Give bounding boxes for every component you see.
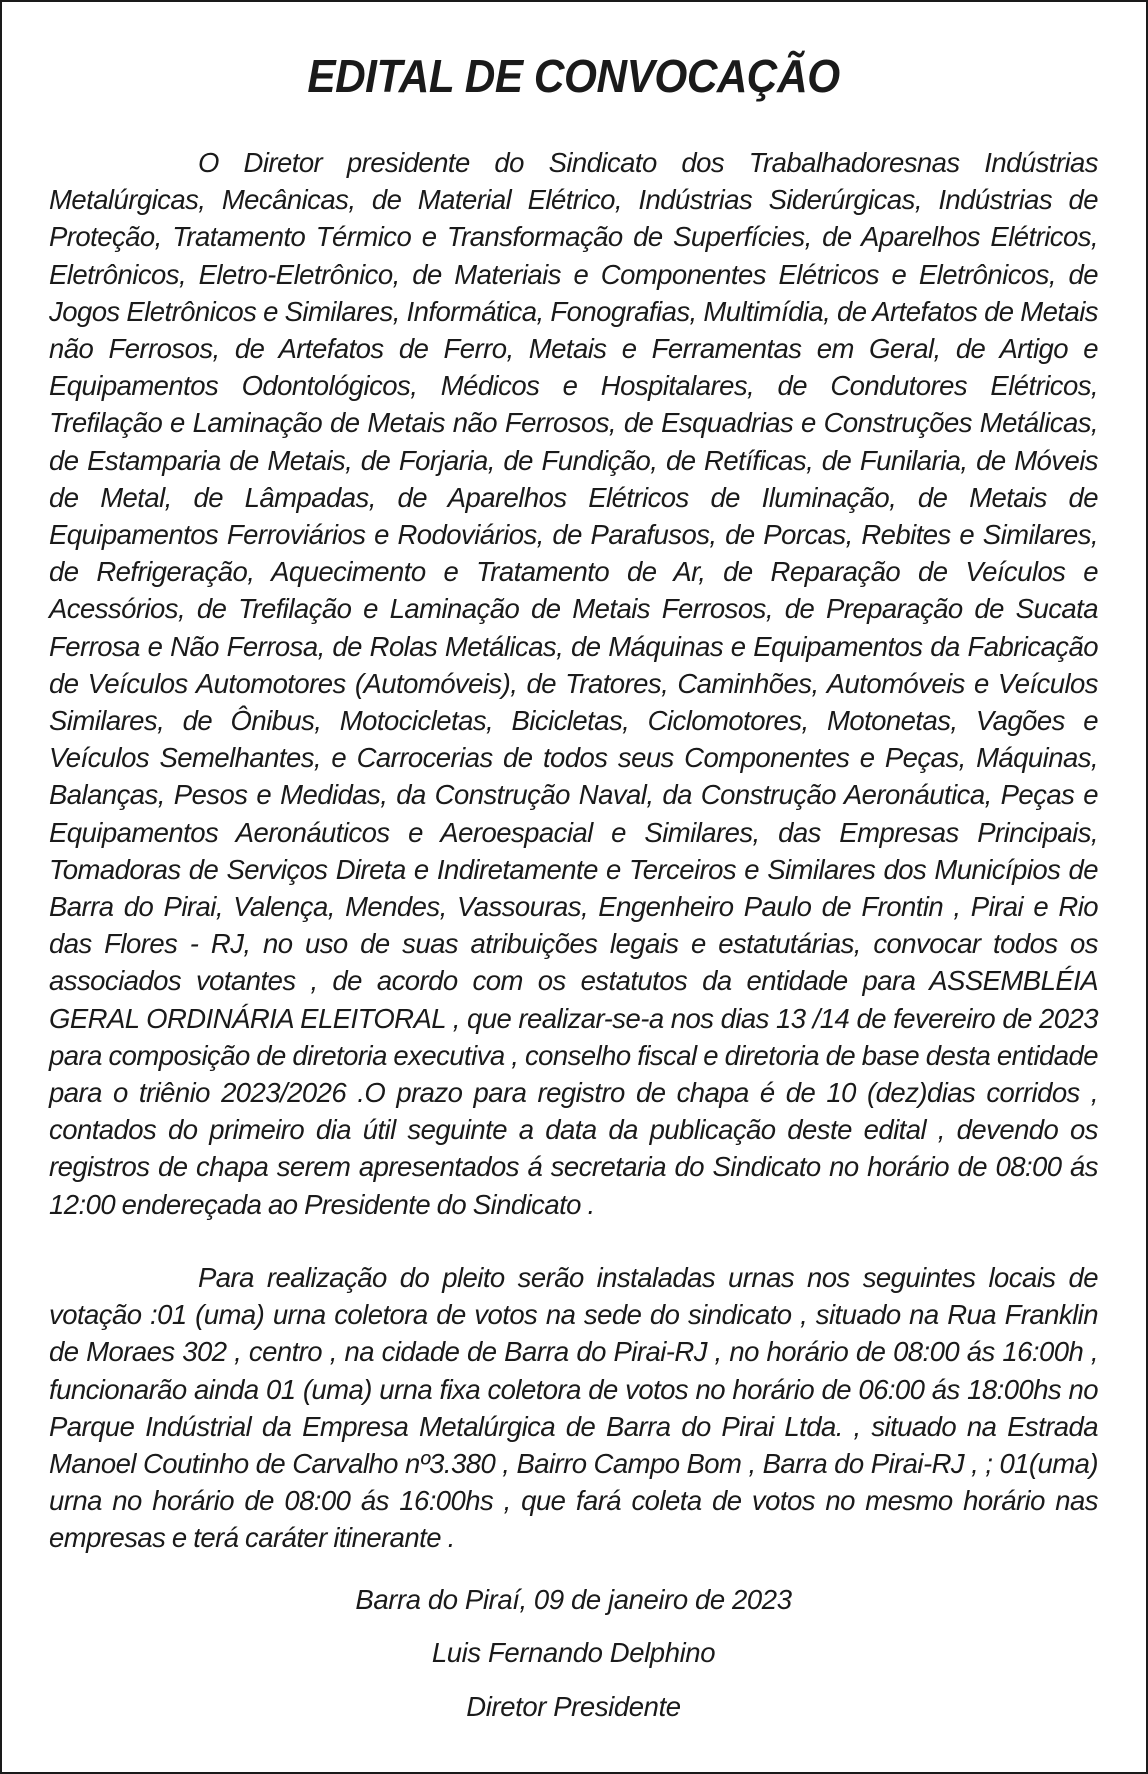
signer-title: Diretor Presidente bbox=[466, 1690, 681, 1722]
place-date: Barra do Piraí, 09 de janeiro de 2023 bbox=[355, 1583, 792, 1615]
notice-title: EDITAL DE CONVOCAÇÃO bbox=[307, 50, 840, 102]
notice-paragraph-convocation: O Diretor presidente do Sindicato dos Trabalhadoresnas Indústrias Metalúrgicas, Mecânicas, de Material Elétrico, Indústrias Siderúrgicas, Indústrias de Proteção, Tratamento Térmico e Transformação de Superfícies, de Aparelhos Elétricos, Eletrônicos, Eletro-Eletrônico, de Materiais e Componentes Elétricos e Eletrônicos, de Jogos Eletrônicos e Similares, Informática, Fonografias, Multimídia, de Artefatos de Metais não Ferrosos, de Artefatos de Ferro, Metais e Ferramentas em Geral, de Artigo e Equipamentos Odontológicos, Médicos e Hospitalares, de Condutores Elétricos, Trefilação e Laminação de Metais não Ferrosos, de Esquadrias e Construções Metálicas, de Estamparia de Metais, de Forjaria, de Fundição, de Retíficas, de Funilaria, de Móveis de Metal, de Lâmpadas, de Aparelhos Elétricos de Iluminação, de Metais de Equipamentos Ferroviários e Rodoviários, de Parafusos, de Porcas, Rebites e Similares, de Refrigeração, Aquecimento e Tratamento de Ar, de Reparação de Veículos e Acessórios, de Trefilação e Laminação de Metais Ferrosos, de Preparação de Sucata Ferrosa e Não Ferrosa, de Rolas Metálicas, de Máquinas e Equipamentos da Fabricação de Veículos Automotores (Automóveis), de Tratores, Caminhões, Automóveis e Veículos Similares, de Ônibus, Motocicletas, Bicicletas, Ciclomotores, Motonetas, Vagões e Veículos Semelhantes, e Carrocerias de todos seus Componentes e Peças, Máquinas, Balanças, Pesos e Medidas, da Construção Naval, da Construção Aeronáutica, Peças e Equipamentos Aeronáuticos e Aeroespacial e Similares, das Empresas Principais, Tomadoras de Serviços Direta e Indiretamente e Terceiros e Similares dos Municípios de Barra do Pirai, Valença, Mendes, Vassouras, Engenheiro Paulo de Frontin , Pirai e Rio das Flores - RJ, no uso de suas atribuições legais e estatutárias, convocar todos os associados votantes , de acordo com os estatutos da entidade para ASSEMBLÉIA GERAL ORDINÁRIA ELEITORAL , que realizar-se-a nos dias 13 /14 de fevereiro de 2023 para composição de diretoria executiva , conselho fiscal e diretoria de base desta entidade para o triênio 2023/2026 .O prazo para registro de chapa é de 10 (dez)dias corridos , contados do primeiro dia útil seguinte a data da publicação deste edital , devendo os registros de chapa serem apresentados á secretaria do Sindicato no horário de 08:00 ás 12:00 endereçada ao Presidente do Sindicato . bbox=[49, 147, 1098, 1220]
signer-name: Luis Fernando Delphino bbox=[431, 1636, 716, 1668]
notice-paragraph-voting-locations: Para realização do pleito serão instaladas urnas nos seguintes locais de votação :01 (uma) urna coletora de votos na sede do sindicato , situado na Rua Franklin de Moraes 302 , centro , na cidade de Barra do Pirai-RJ , no horário de 08:00 ás 16:00h , funcionarão ainda 01 (uma) urna fixa coletora de votos no horário de 06:00 ás 18:00hs no Parque Indústrial da Empresa Metalúrgica de Barra do Pirai Ltda. , situado na Estrada Manoel Coutinho de Carvalho nº3.380 , Bairro Campo Bom , Barra do Pirai-RJ , ; 01(uma) urna no horário de 08:00 ás 16:00hs , que fará coleta de votos no mesmo horário nas empresas e terá caráter itinerante . bbox=[49, 1261, 1098, 1554]
